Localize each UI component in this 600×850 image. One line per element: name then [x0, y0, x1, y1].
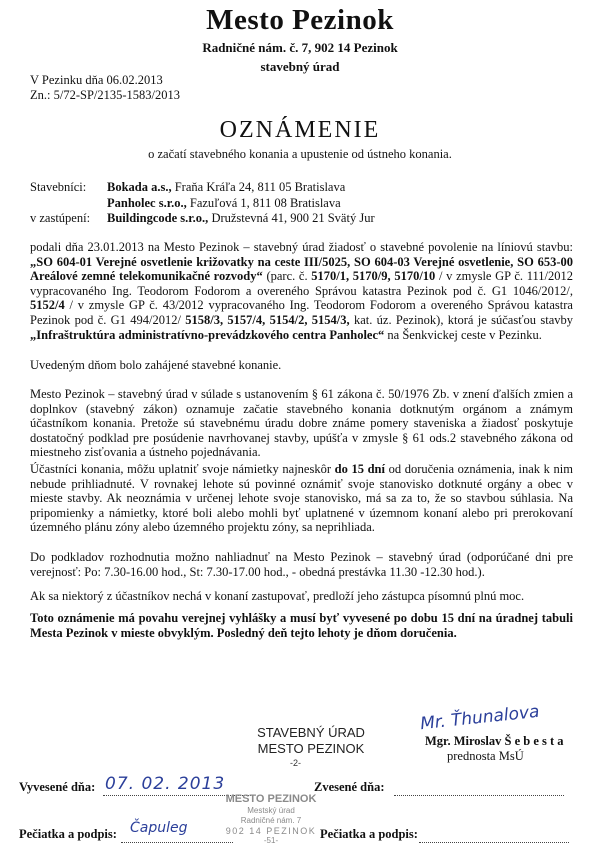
builder-2-name: Panholec s.r.o.,	[107, 196, 187, 210]
round-stamp-line-5: -51-	[263, 836, 279, 845]
city-title: Mesto Pezinok	[206, 4, 394, 36]
reference-number: Zn.: 5/72-SP/2135-1583/2013	[30, 88, 181, 102]
stamp-line-2: MESTO PEZINOK	[257, 741, 365, 756]
seal-line-right	[419, 842, 569, 843]
paragraph-public-notice: Toto oznámenie má povahu verejnej vyhlášky a musí byť vyvesené po dobu 15 dní na úradnej tabuli Mesta Pezinok v mieste obvyklým. Posledný deň tejto lehoty je dňom doručenia.	[30, 611, 573, 640]
office-name: stavebný úrad	[260, 59, 340, 74]
p1-parcels-2: 5152/4	[30, 298, 65, 313]
posted-date-label: Vyvesené dňa:	[19, 780, 96, 794]
p4-deadline: do 15 dní	[334, 462, 385, 476]
representative	[107, 211, 375, 226]
handwritten-signature: Mr. Ťhunalova	[419, 701, 541, 735]
builders-label: Stavebníci:	[30, 180, 87, 194]
stamp-number: -2-	[290, 758, 301, 768]
paragraph-legal-basis: Mesto Pezinok – stavebný úrad v súlade s ustanovením § 61 zákona č. 50/1976 Zb. v znení ďalších zmien a doplnkov (stavebný zákon) oznamuje začatie stavebného konania dotknutým orgánom a známym účastníkom konania. Pretože sú stavebnému úradu dobre známe pomery staveniska a žiadosť poskytuje dostatočný podklad pre posúdenie navrhovanej stavby, upúšťa v zmysle § 61 ods.2 stavebného zákona od miestneho zisťovania a ústneho pojednávania.	[30, 387, 573, 460]
p4-text-a: Účastníci konania, môžu uplatniť svoje námietky najneskôr	[30, 462, 335, 476]
p1-project-name: „SO 604-01 Verejné osvetlenie križovatky na ceste III/5025, SO 604-03 Verejné osvetlenie, SO 653-00 Areálové zemné telekomunikačné rozvody“	[30, 254, 573, 284]
notice-subheading: o začatí stavebného konania a upustenie od ústneho konania.	[148, 147, 452, 161]
builder-1-name: Bokada a.s.,	[107, 180, 172, 194]
builder-2-address: Fazuľová 1, 811 08 Bratislava	[186, 196, 341, 210]
signatory-name: Mgr. Miroslav Š e b e s t a	[425, 734, 564, 748]
posted-date-value: 07. 02. 2013	[105, 774, 226, 794]
builder-2	[107, 196, 341, 211]
builder-1	[107, 180, 345, 195]
removed-date-label: Zvesené dňa:	[314, 780, 385, 794]
office-stamp	[236, 725, 386, 757]
p1-text-a: podali dňa 23.01.2013 na Mesto Pezinok – stavebný úrad žiadosť o stavebné povolenie na líniovú stavbu:	[30, 240, 573, 254]
seal-signature-left: Čapuleg	[130, 820, 188, 836]
paragraph-objections	[30, 462, 573, 535]
signatory-title: prednosta MsÚ	[447, 749, 524, 763]
p1-text-g: / v zmysle GP č. 43/2012 vypracovaného Ing. Teodorom Fodorom a overeného Správou katastra Pezinok pod č. G1 494/2012/	[30, 298, 573, 327]
round-stamp-line-2: Mestský úrad	[247, 806, 295, 815]
round-stamp-line-3: Radničné nám. 7	[240, 816, 302, 825]
representative-name: Buildingcode s.r.o.,	[107, 211, 209, 225]
p4-text-c: od doručenia oznámenia, inak k nim nebude prihliadnuté. V rovnakej lehote sú povinné oznámiť svoje stanovisko dotknuté orgány a obec v mieste stavby. Ak neoznámia v určenej lehote svoje stanovisko, má sa za to, že so stavbou súhlasia. Na pripomienky a námietky, ktoré boli alebo mohli byť uplatnené v územnom konaní alebo pri prerokovaní územného plánu zóny alebo územného projektu zóny, sa neprihliada.	[30, 462, 573, 535]
builder-1-address: Fraňa Kráľa 24, 811 05 Bratislava	[171, 180, 346, 194]
representative-address: Družstevná 41, 900 21 Svätý Jur	[208, 211, 375, 225]
paragraph-inspection: Do podkladov rozhodnutia možno nahliadnuť na Mesto Pezinok – stavebný úrad (odporúčané dni pre verejnosť: Po: 7.30-16.00 hod., St: 7.30-17.00 hod., - obedná prestávka 11.30 -12.30 hod.).	[30, 550, 573, 579]
seal-signature-label-left: Pečiatka a podpis:	[19, 827, 117, 841]
notice-heading: OZNÁMENIE	[219, 117, 381, 143]
date-line: V Pezinku dňa 06.02.2013	[30, 73, 163, 87]
removed-date-line	[394, 795, 564, 796]
signatory	[425, 734, 564, 764]
p1-text-e: / v zmysle GP č. 111/2012 vypracovaného Ing. Teodorom Fodorom a overeného Správou katastra Pezinok pod č. G1 1046/2012/,	[30, 269, 573, 298]
municipal-round-stamp	[212, 793, 330, 847]
paragraph-application	[30, 240, 573, 342]
p1-text-c: (parc. č.	[262, 269, 312, 284]
paragraph-started: Uvedeným dňom bolo zahájené stavebné konanie.	[30, 358, 282, 372]
paragraph-representation: Ak sa niektorý z účastníkov nechá v konaní zastupovať, predloží jeho zástupca písomnú plnú moc.	[30, 589, 525, 603]
stamp-line-1: STAVEBNÝ ÚRAD	[257, 725, 365, 740]
p1-text-k: na Šenkvickej ceste v Pezinku.	[384, 327, 542, 342]
representative-label: v zastúpení:	[30, 211, 91, 225]
round-stamp-line-1: MESTO PEZINOK	[225, 793, 317, 805]
seal-signature-label-right: Pečiatka a podpis:	[320, 827, 418, 841]
p1-text-i: kat. úz. Pezinok), ktorá je súčasťou stavby	[349, 312, 573, 327]
city-address: Radničné nám. č. 7, 902 14 Pezinok	[202, 40, 398, 55]
p1-parcels-1: 5170/1, 5170/9, 5170/10	[311, 269, 436, 284]
round-stamp-line-4: 902 14 PEZINOK	[225, 826, 317, 836]
p1-parcels-3: 5158/3, 5157/4, 5154/2, 5154/3,	[185, 312, 350, 327]
p1-construction-name: „Infraštruktúra administratívno-prevádzkového centra Panholec“	[30, 327, 385, 342]
